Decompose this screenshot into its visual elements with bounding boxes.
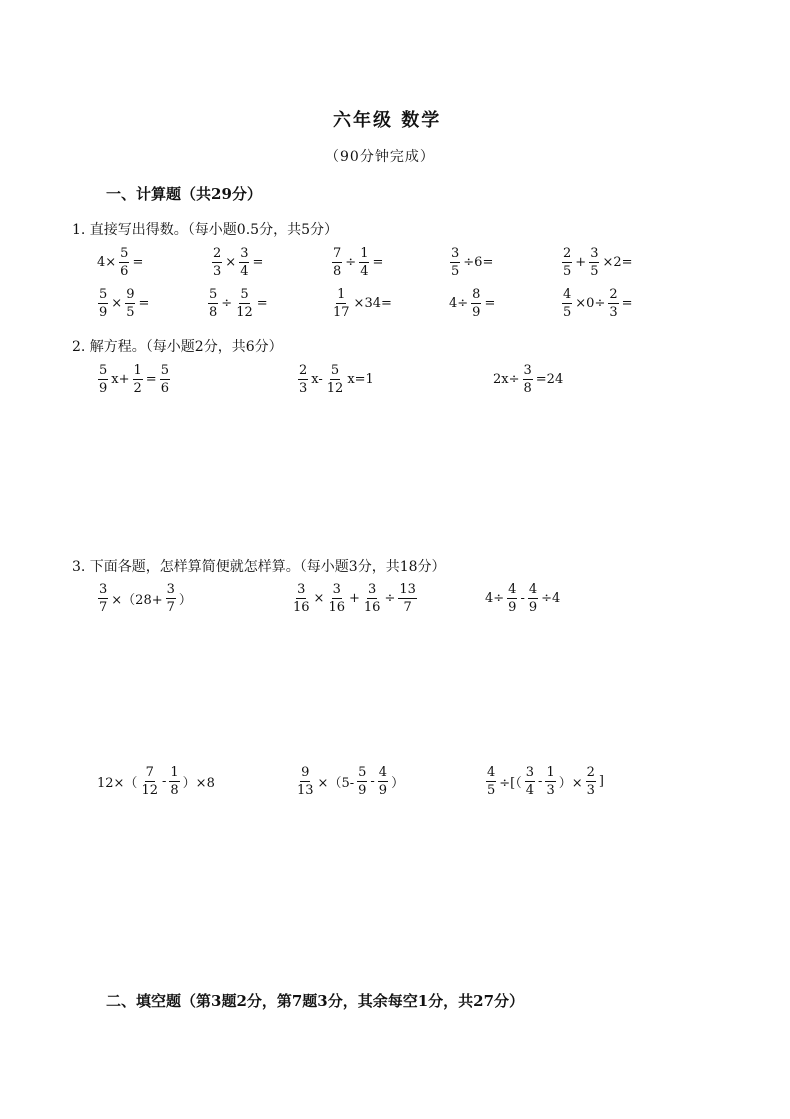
denominator: 3: [609, 305, 618, 320]
fraction: [589, 247, 599, 278]
fraction: [296, 766, 315, 797]
denominator: 4: [240, 264, 249, 279]
numerator: 4: [508, 582, 517, 597]
expr-text: ]: [598, 774, 604, 789]
numerator: 9: [301, 765, 310, 780]
q3-item: [484, 583, 561, 614]
numerator: 5: [330, 363, 340, 378]
page-title: 六年级 数学: [333, 110, 442, 131]
expr-text: 4÷: [449, 296, 469, 311]
fraction: [98, 364, 108, 395]
expr-text: ÷: [221, 296, 233, 311]
numerator: 4: [563, 287, 572, 302]
expr-text: =: [252, 255, 264, 270]
expr-text: 4÷: [485, 591, 505, 606]
expr-text: ×0÷: [575, 296, 606, 311]
fraction: [363, 583, 382, 614]
q1-item: [330, 247, 384, 278]
fraction: [528, 583, 538, 614]
numerator: 3: [523, 363, 532, 378]
fraction: [398, 583, 417, 614]
fraction: [332, 247, 342, 278]
denominator: 9: [528, 600, 538, 615]
numerator: 4: [487, 765, 496, 780]
expr-text: 12×（: [97, 776, 138, 791]
denominator: 6: [120, 264, 129, 279]
expr-text: =24: [535, 372, 564, 387]
fraction: [471, 288, 481, 319]
q1-item: [560, 247, 634, 278]
denominator: 9: [99, 305, 108, 320]
numerator: 5: [240, 287, 249, 302]
page-subtitle: （90分钟完成）: [325, 149, 435, 165]
q1-item: [330, 288, 393, 319]
numerator: 3: [166, 582, 175, 597]
expr-text: =: [132, 255, 144, 270]
fraction: [378, 766, 388, 797]
expr-text: =: [621, 296, 633, 311]
denominator: 4: [525, 783, 535, 798]
numerator: 4: [528, 582, 538, 597]
denominator: 6: [160, 381, 169, 396]
q3-item: [294, 766, 405, 797]
expr-text: ÷: [345, 255, 357, 270]
q3-item: [484, 766, 605, 797]
expr-text: ×（5-: [317, 776, 355, 791]
fraction: [507, 583, 517, 614]
fraction: [298, 364, 308, 395]
fraction: [140, 766, 159, 797]
numerator: 3: [525, 765, 535, 780]
expr-text: ×: [225, 255, 237, 270]
fraction: [208, 288, 218, 319]
numerator: 3: [332, 582, 341, 597]
fraction: [133, 364, 143, 395]
numerator: 13: [399, 582, 416, 597]
expr-text: ×（28+: [111, 593, 163, 608]
fraction: [450, 247, 460, 278]
question-2-label: 2. 解方程。（每小题2分，共6分）: [72, 339, 283, 355]
denominator: 8: [209, 305, 218, 320]
expr-text: ÷6=: [463, 255, 494, 270]
numerator: 3: [297, 582, 306, 597]
denominator: 12: [141, 783, 158, 798]
denominator: 5: [563, 264, 572, 279]
numerator: 9: [126, 287, 135, 302]
q1-item: [560, 288, 634, 319]
denominator: 7: [403, 600, 412, 615]
fraction: [169, 766, 179, 797]
q2-item: [96, 364, 172, 395]
expr-text: ×2=: [602, 255, 633, 270]
numerator: 1: [170, 765, 179, 780]
expr-text: ×: [313, 591, 325, 606]
fraction: [525, 766, 535, 797]
denominator: 3: [546, 783, 555, 798]
fraction: [98, 583, 108, 614]
denominator: 13: [297, 783, 314, 798]
denominator: 7: [166, 600, 175, 615]
numerator: 2: [586, 765, 595, 780]
numerator: 3: [368, 582, 377, 597]
denominator: 9: [508, 600, 517, 615]
section-1-title: 一、计算题（共29分）: [106, 185, 262, 203]
expr-text: ÷: [384, 591, 396, 606]
fraction: [357, 766, 367, 797]
expr-text: ）: [391, 776, 405, 791]
denominator: 3: [299, 381, 308, 396]
numerator: 5: [209, 287, 218, 302]
q1-item: [448, 288, 496, 319]
q1-item: [206, 288, 269, 319]
q1-item: [96, 288, 150, 319]
fraction: [119, 247, 129, 278]
expr-text: ×: [111, 296, 123, 311]
denominator: 16: [328, 600, 345, 615]
denominator: 3: [213, 264, 222, 279]
numerator: 7: [145, 765, 154, 780]
fraction: [608, 288, 618, 319]
fraction: [486, 766, 496, 797]
denominator: 3: [586, 783, 595, 798]
numerator: 5: [358, 765, 367, 780]
fraction: [332, 288, 351, 319]
expr-text: x=1: [347, 372, 374, 387]
fraction: [235, 288, 254, 319]
numerator: 1: [133, 363, 142, 378]
fraction: [562, 247, 572, 278]
denominator: 8: [523, 381, 532, 396]
denominator: 12: [326, 381, 344, 396]
fraction: [523, 364, 533, 395]
denominator: 9: [99, 381, 108, 396]
q2-item: [492, 364, 564, 395]
fraction: [98, 288, 108, 319]
question-1-label: 1. 直接写出得数。（每小题0.5分，共5分）: [72, 222, 338, 238]
q3-item: [290, 583, 419, 614]
numerator: 5: [99, 363, 108, 378]
fraction: [160, 364, 170, 395]
denominator: 4: [360, 264, 369, 279]
denominator: 8: [333, 264, 342, 279]
denominator: 9: [378, 783, 388, 798]
numerator: 2: [563, 246, 572, 261]
numerator: 7: [333, 246, 342, 261]
expr-text: +: [575, 255, 587, 270]
question-3-label: 3. 下面各题，怎样算简便就怎样算。（每小题3分，共18分）: [72, 559, 446, 575]
expr-text: +: [349, 591, 360, 606]
numerator: 1: [337, 287, 346, 302]
q3-item: [96, 766, 216, 797]
q3-item: [96, 583, 193, 614]
expr-text: 2x÷: [493, 372, 520, 387]
expr-text: =: [138, 296, 150, 311]
numerator: 8: [472, 287, 481, 302]
fraction: [212, 247, 222, 278]
expr-text: ）×: [558, 776, 583, 791]
expr-text: =: [372, 255, 384, 270]
numerator: 4: [378, 765, 388, 780]
numerator: 3: [99, 582, 108, 597]
numerator: 3: [590, 246, 599, 261]
numerator: 1: [546, 765, 555, 780]
denominator: 5: [590, 264, 599, 279]
expr-text: ）: [178, 593, 192, 608]
q1-item: [448, 247, 494, 278]
numerator: 1: [360, 246, 369, 261]
denominator: 8: [170, 783, 179, 798]
numerator: 5: [160, 363, 169, 378]
fraction: [125, 288, 135, 319]
fraction: [326, 364, 345, 395]
denominator: 16: [363, 600, 381, 615]
denominator: 2: [133, 381, 142, 396]
numerator: 5: [99, 287, 108, 302]
numerator: 2: [609, 287, 618, 302]
fraction: [359, 247, 369, 278]
numerator: 5: [120, 246, 129, 261]
expr-text: ）×8: [182, 776, 215, 791]
fraction: [586, 766, 596, 797]
denominator: 5: [563, 305, 572, 320]
denominator: 17: [333, 305, 350, 320]
denominator: 9: [358, 783, 367, 798]
expr-text: -: [538, 774, 543, 789]
fraction: [327, 583, 346, 614]
denominator: 5: [451, 264, 460, 279]
denominator: 7: [99, 600, 108, 615]
denominator: 9: [472, 305, 481, 320]
fraction: [545, 766, 555, 797]
expr-text: ÷[（: [499, 776, 522, 791]
numerator: 3: [240, 246, 249, 261]
fraction: [292, 583, 311, 614]
expr-text: =: [484, 296, 496, 311]
fraction: [239, 247, 249, 278]
expr-text: -: [370, 774, 375, 789]
denominator: 5: [487, 783, 496, 798]
expr-text: x-: [311, 372, 323, 387]
expr-text: -: [161, 774, 167, 789]
expr-text: -: [520, 591, 525, 606]
denominator: 12: [236, 305, 253, 320]
q2-item: [296, 364, 375, 395]
q1-item: [96, 247, 144, 278]
section-2-title: 二、填空题（第3题2分，第7题3分，其余每空1分，共27分）: [106, 992, 525, 1010]
denominator: 5: [126, 305, 135, 320]
expr-text: 4×: [97, 255, 117, 270]
expr-text: ×34=: [353, 296, 392, 311]
denominator: 16: [293, 600, 310, 615]
numerator: 2: [213, 246, 222, 261]
expr-text: ÷4: [541, 591, 561, 606]
expr-text: =: [145, 372, 157, 387]
numerator: 3: [451, 246, 460, 261]
fraction: [166, 583, 176, 614]
q1-item: [210, 247, 264, 278]
fraction: [562, 288, 572, 319]
numerator: 2: [299, 363, 308, 378]
expr-text: =: [256, 296, 268, 311]
expr-text: x+: [111, 372, 130, 387]
